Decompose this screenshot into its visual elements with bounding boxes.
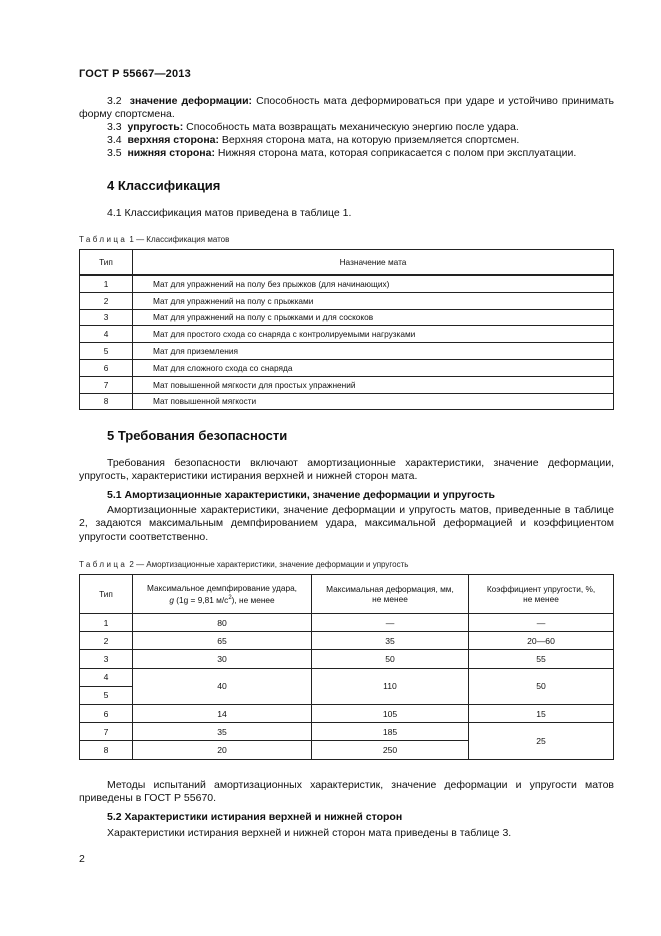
table-1-cell-purpose: Мат для приземления	[133, 343, 614, 360]
table-1-cell-type: 2	[80, 292, 133, 309]
section-5-1-text: Амортизационные характеристики, значение деформации и упругость матов, приведенные в таблице 2, задаются максимальным демпфированием удара, максимальной деформацией и коэффициентом упругости соответственно.	[79, 504, 614, 543]
page-number: 2	[79, 853, 85, 865]
table-2-damping	[79, 574, 614, 760]
section-5-heading: 5 Требования безопасности	[107, 428, 288, 443]
table-1-cell-type: 7	[80, 376, 133, 393]
table-row: 2 65 35 20—60	[80, 632, 614, 650]
table-1-cell-purpose: Мат повышенной мягкости	[133, 393, 614, 410]
table-1-caption: Таблица 1 — Классификация матов	[79, 235, 230, 244]
table-2-header-deformation: Максимальная деформация, мм, не менее	[312, 575, 469, 614]
table-1-cell-type: 3	[80, 309, 133, 326]
table-1-cell-purpose: Мат для упражнений на полу с прыжками	[133, 292, 614, 309]
table-row: 7 35 185 25	[80, 723, 614, 741]
table-1-cell-type: 8	[80, 393, 133, 410]
table-1-cell-type: 1	[80, 275, 133, 292]
table-row: 3 30 50 55	[80, 650, 614, 668]
table-1-header-type: Тип	[80, 250, 133, 276]
table-row: 5	[80, 686, 614, 704]
table-row: 6 14 105 15	[80, 704, 614, 722]
section-5-test-methods: Методы испытаний амортизационных характеристик, значение деформации и упругости матов приведены в ГОСТ Р 55670.	[79, 779, 614, 805]
table-row	[80, 343, 614, 360]
table-1-cell-purpose: Мат для упражнений на полу без прыжков (для начинающих)	[133, 275, 614, 292]
definition-3-3: 3.3 упругость: Способность мата возвращать механическую энергию после удара.	[107, 121, 519, 133]
table-1-cell-purpose: Мат для сложного схода со снаряда	[133, 359, 614, 376]
definition-3-4: 3.4 верхняя сторона: Верхняя сторона мата, на которую приземляется спортсмен.	[107, 134, 520, 146]
table-1-header-purpose: Назначение мата	[133, 250, 614, 276]
table-row: 8 20 250	[80, 741, 614, 759]
table-2-caption: Таблица 2 — Амортизационные характеристики, значение деформации и упругость	[79, 560, 409, 569]
table-1-cell-purpose: Мат для простого схода со снаряда с контролируемыми нагрузками	[133, 326, 614, 343]
section-5-2-text: Характеристики истирания верхней и нижней сторон мата приведены в таблице 3.	[107, 827, 512, 839]
table-row	[80, 275, 614, 292]
table-row	[80, 393, 614, 410]
table-row	[80, 309, 614, 326]
table-1-cell-type: 4	[80, 326, 133, 343]
table-row: 1 80 — —	[80, 614, 614, 632]
section-4-heading: 4 Классификация	[107, 178, 221, 193]
table-2-header-elasticity: Коэффициент упругости, %, не менее	[469, 575, 614, 614]
table-2-header-damping: Максимальное демпфирование удара, g (1g = 9,81 $м/с^2$), не менее	[133, 575, 312, 614]
table-1-cell-type: 6	[80, 359, 133, 376]
section-4-intro: 4.1 Классификация матов приведена в таблице 1.	[107, 207, 352, 219]
definition-3-5: 3.5 нижняя сторона: Нижняя сторона мата, которая соприкасается с полом при эксплуатации.	[107, 147, 577, 159]
table-1-classification	[79, 249, 614, 410]
section-5-1-heading: 5.1 Амортизационные характеристики, значение деформации и упругость	[107, 489, 495, 501]
section-5-2-heading: 5.2 Характеристики истирания верхней и нижней сторон	[107, 811, 403, 823]
document-header: ГОСТ Р 55667—2013	[79, 68, 191, 80]
table-row	[80, 292, 614, 309]
table-1-cell-purpose: Мат для упражнений на полу с прыжками и для соскоков	[133, 309, 614, 326]
table-2-header-type: Тип	[80, 575, 133, 614]
definition-3-2: 3.2 значение деформации: Способность мата деформироваться при ударе и устойчиво принимать форму спортсмена.	[79, 95, 615, 121]
table-row: 4 40 110 50	[80, 668, 614, 686]
table-1-cell-type: 5	[80, 343, 133, 360]
table-row	[80, 359, 614, 376]
table-1-cell-purpose: Мат повышенной мягкости для простых упражнений	[133, 376, 614, 393]
table-row	[80, 376, 614, 393]
table-row	[80, 326, 614, 343]
section-5-intro: Требования безопасности включают амортизационные характеристики, значение деформации, упругость, характеристики истирания верхней и нижней сторон мата.	[79, 457, 614, 483]
